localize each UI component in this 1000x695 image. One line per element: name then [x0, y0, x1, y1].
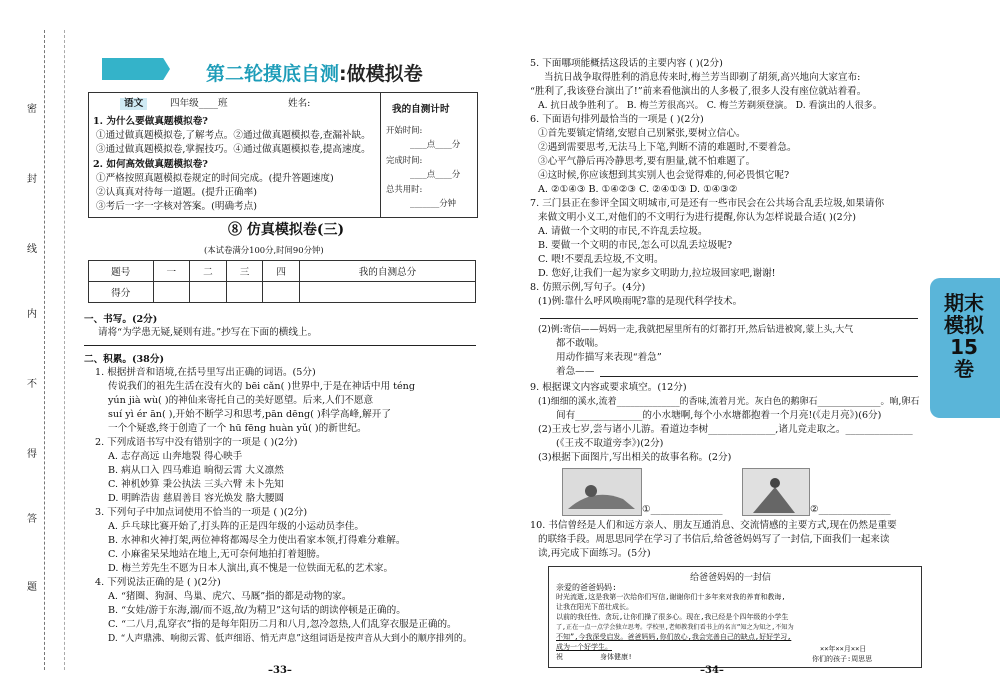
question-line: 1. 根据拼音和语境,在括号里写出正确的词语。(5分) [95, 367, 316, 378]
score-row-label: 得分 [89, 282, 154, 303]
binding-char: 不 [27, 379, 37, 390]
option-line: ③心平气静后再冷静思考,要有胆量,就不怕难题了。 [538, 156, 756, 167]
grade-label: 四年级____班 [170, 98, 228, 109]
instruction-line: 用动作描写来表现“着急” [556, 352, 662, 363]
letter-line: 了,正在一点一点学会独立思考。学校里,老师教我们看书上的名言“知之为知之,不知为 [556, 624, 794, 631]
question-line: 8. 仿照示例,写句子。(4分) [530, 282, 646, 293]
picture-label-1: ①_______________ [642, 504, 723, 515]
binding-char: 内 [27, 309, 37, 320]
option-line: D. 梅兰芳先生不愿为日本人演出,真不愧是一位铁面无私的艺术家。 [108, 563, 394, 574]
option-line: A. 抗日战争胜利了。 B. 梅兰芳很高兴。 C. 梅兰芳剃须登演。 D. 看演出的人很多。 [538, 100, 883, 111]
story-picture-2 [742, 468, 810, 516]
question-line: 9. 根据课文内容或要求填空。(12分) [530, 382, 687, 393]
question-line: 6. 下面语句排列最恰当的一项是 ( )(2分) [530, 114, 704, 125]
binding-char: 线 [27, 244, 37, 255]
option-line: D. 您好,让我们一起为家乡文明助力,拉垃圾回家吧,谢谢! [538, 268, 776, 279]
binding-char: 答 [27, 514, 37, 525]
why-line: ①通过做真题模拟卷,了解考点。②通过做真题模拟卷,查漏补缺。 [96, 130, 371, 141]
option-line: B. 要做一个文明的市民,怎么可以乱丢垃圾呢? [538, 240, 733, 251]
letter-line-underlined: 不知”,今我深受启发。爸爸妈妈,你们放心,我会完善自己的缺点,好好学习, [556, 633, 792, 641]
right-page [500, 0, 1000, 695]
question-line: 来做文明小义工,对他们的不文明行为进行提醒,你认为怎样说最合适( )(2分) [538, 212, 857, 223]
why-heading: 1. 为什么要做真题模拟卷? [93, 116, 208, 127]
option-line: A. “猪圈、狗洞、鸟巢、虎穴、马厩”指的都是动物的家。 [108, 591, 352, 602]
question-line: 4. 下列说法正确的是 ( )(2分) [95, 577, 221, 588]
score-cell[interactable] [263, 282, 300, 303]
side-tab-label: 期末模拟15卷 [944, 291, 984, 381]
how-line: ①严格按照真题模拟卷规定的时间完成。(提升答题速度) [96, 173, 334, 184]
option-line: C. 神机妙算 秉公执法 三头六臂 未卜先知 [108, 479, 284, 490]
answer-prompt: 着急—— [556, 366, 595, 377]
score-header: 一 [153, 261, 190, 282]
binding-line-inner [64, 30, 65, 670]
question-line: 7. 三门县正在参评全国文明城市,可是还有一些市民会在公共场合乱丢垃圾,如果请你 [530, 198, 885, 209]
timer-title: 我的自测计时 [392, 104, 450, 115]
passage-line: “胜利了,我该登台演出了!”前来看他演出的人多极了,很多人没有座位就站着看。 [530, 86, 867, 97]
option-line: C. 小麻雀呆呆地站在地上,无可奈何地拍打着翅膀。 [108, 549, 326, 560]
letter-line: 时光流逝,这是我第一次给你们写信,谢谢你们十多年来对我的养育和教诲, [556, 593, 786, 601]
paper-subtitle: (本试卷满分100分,时间90分钟) [204, 245, 324, 255]
fill-line: (3)根据下面图片,写出相关的故事名称。(2分) [538, 452, 732, 463]
option-line: B. “女娃/游于东海,溺/而不返,故/为精卫”这句话的朗读停顿是正确的。 [108, 605, 406, 616]
fill-line: 间有______________的小水塘啊,每个小水塘都抱着一个月亮!(《走月亮》)(6分) [556, 410, 882, 421]
question-line: 10. 书信曾经是人们和远方亲人、朋友互通消息、交流情感的主要方式,现在仍然是重要 [530, 520, 897, 531]
timer-label: 总共用时: [386, 184, 423, 194]
question-line: yún jià wù( )的神仙来寄托自己的美好愿望。后来,人们不愿意 [108, 395, 374, 406]
option-line: A. 请做一个文明的市民,不许乱丢垃圾。 [538, 226, 708, 237]
subject-label: 语文 [120, 98, 147, 110]
letter-signature: 你们的孩子:周思思 [812, 655, 873, 663]
binding-line [44, 30, 45, 670]
option-line: C. “二八月,乱穿衣”指的是每年阳历二月和八月,忽冷忽热,人们乱穿衣服是正确的。 [108, 619, 457, 630]
score-header: 我的自测总分 [299, 261, 475, 282]
fill-line: (《王戎不取道旁李》)(2分) [556, 438, 664, 449]
section-heading: 一、书写。(2分) [84, 314, 158, 325]
letter-date: ××年××月××日 [820, 645, 867, 653]
letter-title: 给爸爸妈妈的一封信 [690, 573, 772, 583]
letter-line: 祝 [556, 653, 563, 661]
binding-char: 得 [27, 449, 37, 460]
picture-label-2: ②_______________ [810, 504, 891, 515]
story-picture-1 [562, 468, 642, 516]
question-text: 请将“为学患无疑,疑则有进。”抄写在下面的横线上。 [98, 327, 318, 338]
header-title: 第二轮摸底自测:做模拟卷 [206, 63, 423, 85]
answer-line[interactable] [84, 345, 476, 346]
score-header: 四 [263, 261, 300, 282]
option-line: A. 乒乓球比赛开始了,打头阵的正是四年级的小运动员李佳。 [108, 521, 364, 532]
score-header: 二 [190, 261, 227, 282]
timer-label: 开始时间: [386, 125, 423, 135]
score-cell[interactable] [153, 282, 190, 303]
question-line: 3. 下列句子中加点词使用不恰当的一项是 ( )(2分) [95, 507, 308, 518]
how-line: ②认真真对待每一道题。(提升正确率) [96, 187, 257, 198]
why-line: ③通过做真题模拟卷,掌握技巧。④通过做真题模拟卷,提高速度。 [96, 144, 371, 155]
timer-value: _______分钟 [410, 198, 457, 208]
letter-line: 亲爱的爸爸妈妈: [556, 583, 617, 592]
question-line: 读,再完成下面练习。(5分) [538, 548, 651, 559]
example-line: (2)例:寄信——妈妈一走,我就把屋里所有的灯都打开,然后钻进被窝,蒙上头,大气 [538, 325, 854, 335]
score-header: 题号 [89, 261, 154, 282]
letter-line: 身体健康! [600, 653, 633, 661]
timer-value: ____点____分 [410, 169, 461, 179]
answer-line[interactable] [600, 376, 918, 377]
score-header: 三 [226, 261, 263, 282]
side-tab [930, 278, 1000, 418]
paper-title: ⑧ 仿真模拟卷(三) [228, 222, 345, 238]
question-line: 的联络手段。周思思同学在学习了书信后,给爸爸妈妈写了一封信,下面我们一起来读 [538, 534, 890, 545]
example-line: (1)例:靠什么呼风唤雨呢?靠的是现代科学技术。 [538, 296, 743, 307]
fill-line: (1)细细的溪水,流着______________的香味,流着月光。灰白色的鹅卵石______________。晌,卵石 [538, 397, 920, 407]
letter-line: 以前的我任性、贪玩,让你们操了很多心。现在,我已经是个四年级的小学生 [556, 613, 789, 621]
option-line: B. 水神和火神打架,两位神将都竭尽全力使出看家本领,打得难分难解。 [108, 535, 406, 546]
question-line: 5. 下面哪项能概括这段话的主要内容 ( )(2分) [530, 58, 723, 69]
score-table [88, 260, 476, 303]
score-cell[interactable] [226, 282, 263, 303]
timer-label: 完成时间: [386, 155, 423, 165]
option-line: A. 志存高远 山奔地裂 得心映手 [108, 451, 243, 462]
section-heading: 二、积累。(38分) [84, 354, 164, 365]
question-line: 一个个疑惑,终于创造了一个 hū fēng huàn yǔ( )的新世纪。 [108, 423, 367, 434]
page-number: –33– [268, 665, 292, 676]
example-line: 都不敢喘。 [556, 338, 604, 349]
binding-char: 题 [27, 582, 37, 593]
question-line: 2. 下列成语书写中没有错别字的一项是 ( )(2分) [95, 437, 298, 448]
score-cell[interactable] [190, 282, 227, 303]
question-line: suí yì ér ān( ),开始不断学习和思考,pān dēng( )科学高峰,解开了 [108, 409, 391, 420]
option-line: ④这时候,你应该想到其实别人也会觉得难的,何必畏惧它呢? [538, 170, 790, 181]
option-line: A. ②①④③ B. ①④②③ C. ②④①③ D. ①④③② [538, 184, 738, 195]
option-line: D. 明眸浩齿 慈眉善目 容光焕发 胳大腰圆 [108, 493, 285, 504]
passage-line: 当抗日战争取得胜利的消息传来时,梅兰芳当即剃了胡须,高兴地向大家宣布: [544, 72, 861, 83]
header-ribbon [102, 58, 170, 80]
answer-line[interactable] [540, 318, 918, 319]
how-heading: 2. 如何高效做真题模拟卷? [93, 159, 208, 170]
question-line: 传说我们的祖先生活在没有火的 bēi cǎn( )世界中,于是在神话中用 téng [108, 381, 415, 392]
option-line: C. 喂!不要乱丢垃圾,不文明。 [538, 254, 664, 265]
option-line: ②遇到需要思考,无法马上下笔,判断不清的难题时,不要着急。 [538, 142, 797, 153]
how-line: ③考后一字一字核对答案。(明确考点) [96, 201, 257, 212]
binding-char: 封 [27, 174, 37, 185]
fill-line: (2)王戎七岁,尝与诸小儿游。看道边李树______________,诸儿竞走取之。______________ [538, 424, 913, 435]
timer-value: ____点____分 [410, 139, 461, 149]
option-line: D. “人声鼎沸、响彻云霄、低声细语、悄无声息”这组词语是按声音从大到小的顺序排列的。 [108, 634, 472, 644]
name-label: 姓名: [288, 98, 311, 109]
option-line: B. 病从口入 四马难追 晌彻云霄 大义凛然 [108, 465, 284, 476]
binding-char: 密 [27, 104, 37, 115]
letter-line-underlined: 成为一个好学生。 [556, 643, 612, 651]
option-line: ①首先要镇定情绪,安慰自己别紧张,要树立信心。 [538, 128, 746, 139]
score-cell[interactable] [299, 282, 475, 303]
page-number: –34– [700, 665, 724, 676]
letter-line: 让我在阳光下茁壮成长。 [556, 603, 633, 611]
